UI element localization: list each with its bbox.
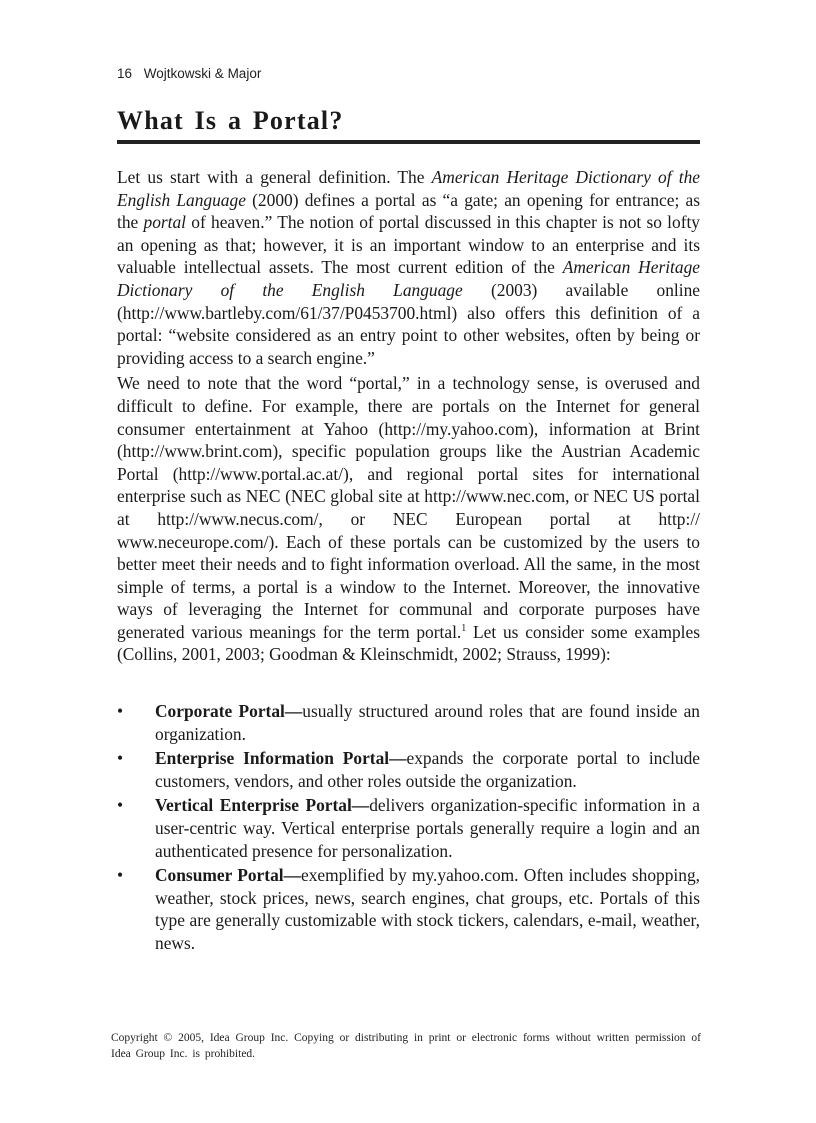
list-item [117, 747, 700, 792]
definition: usually structured around roles that are found inside an organization. [155, 701, 700, 744]
text-run: of heaven.” The notion of portal discussed in this chapter is not so lofty an opening as that; however, it is an important window to an enterprise and its valuable intellectual assets. The most current edition of the [117, 212, 701, 278]
italic-text: American Heritage Dictionary of the English Language [117, 257, 700, 300]
running-head [117, 66, 261, 81]
term: Vertical Enterprise Portal— [155, 795, 370, 816]
paragraph [117, 372, 700, 666]
list-item [117, 864, 700, 954]
footnote-ref: 1 [461, 623, 467, 635]
definition: delivers organization-specific information in a user-centric way. Vertical enterprise portals generally require a login and an authenticated presence for personalization. [155, 795, 701, 861]
bullet-icon: • [117, 795, 124, 816]
copyright-footer: Copyright © 2005, Idea Group Inc. Copying or distributing in print or electronic forms without written permission of Idea Group Inc. is prohibited. [111, 1032, 701, 1060]
body-text [117, 166, 700, 957]
bullet-icon: • [117, 701, 124, 722]
section-title: What Is a Portal? [117, 106, 344, 135]
italic-text: portal [143, 212, 187, 233]
list-item [117, 794, 700, 862]
page-number: 16 [117, 66, 133, 81]
list-item [117, 700, 700, 745]
text-run: (2000) defines a portal as “a gate; an opening for entrance; as the [117, 189, 700, 233]
title-rule [117, 140, 700, 144]
text-run: (2003) available online (http://www.bartleby.com/61/37/P0453700.html) also offers this definition of a portal: “website considered as an entry point to other websites, often by being or providing access to a search engine.” [117, 279, 701, 368]
paragraph [117, 166, 700, 369]
definition: expands the corporate portal to include customers, vendors, and other roles outside the organization. [155, 748, 701, 791]
bullet-icon: • [117, 748, 124, 769]
running-head-authors: Wojtkowski & Major [143, 66, 262, 81]
text-run: We need to note that the word “portal,” in a technology sense, is overused and difficult to define. For example, there are portals on the Internet for general consumer entertainment at Yahoo (http://my.yahoo.com), information at Brint (http://www.brint.com), specific population groups like the Austrian Academic Portal (http://www.portal.ac.at/), and regional portal sites for international enterprise such as NEC (NEC global site at http://www.nec.com, or NEC US portal at http://www.necus.com/, or NEC European portal at http:// www.neceurope.com/). Each of these portals can be customized by the users to better meet their needs and to fight information overload. All the same, in the most simple of terms, a portal is a window to the Internet. Moreover, the innovative ways of leveraging the Internet for communal and corporate purposes have generated various meanings for the term portal. [117, 373, 700, 642]
text-run: Let us consider some examples (Collins, 2001, 2003; Goodman & Kleinschmidt, 2002; Strauss, 1999): [117, 621, 700, 665]
portal-types-list [117, 700, 700, 955]
italic-text: American Heritage Dictionary of the English Language [117, 167, 700, 210]
text-run: Let us start with a general definition. The [117, 167, 432, 187]
term: Consumer Portal— [155, 865, 301, 886]
term: Corporate Portal— [155, 701, 303, 722]
term: Enterprise Information Portal— [155, 748, 407, 769]
definition: exemplified by my.yahoo.com. Often includes shopping, weather, stock prices, news, search engines, chat groups, etc. Portals of this type are generally customizable with stock tickers, calendars, e-mail, weather, news. [155, 865, 700, 953]
bullet-icon: • [117, 865, 124, 886]
